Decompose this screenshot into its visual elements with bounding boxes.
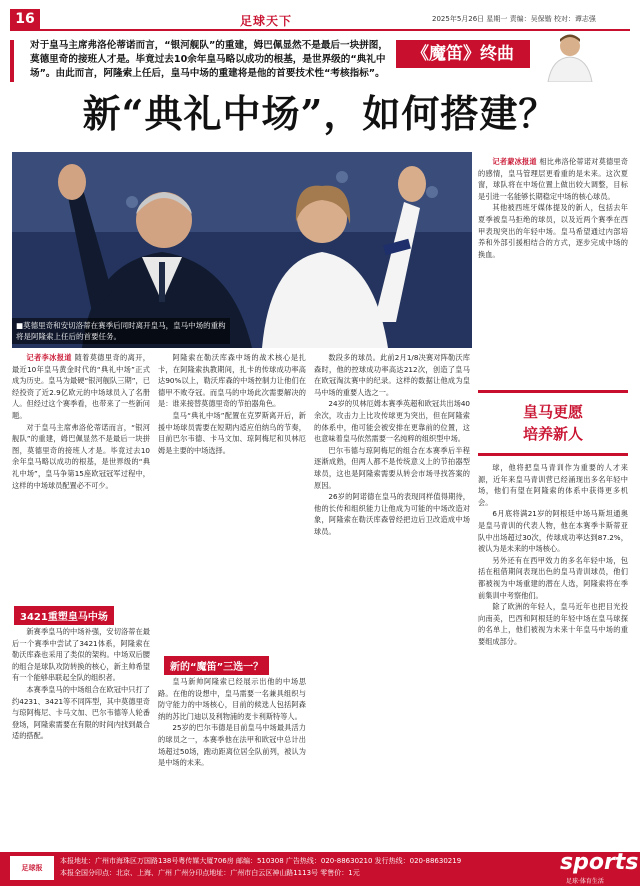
article-column-2	[158, 352, 306, 652]
paragraph: 皇马“典礼中场”配置在克罗斯离开后，新援中场球员需要在短期内适应伯纳乌的节奏，目前巴尔韦德、卡马文加、琼阿梅尼和贝林厄姆是主要的中场选择。	[158, 410, 306, 455]
paragraph: 另外还有在西甲效力的多名年轻中场，包括在租借期间表现出色的皇马青训球员，他们都被视为中场重建的潜在人选，阿隆索将在季前集训中考察他们。	[478, 555, 628, 600]
article-column-4	[478, 156, 628, 386]
pull-quote-line: 培养新人	[522, 425, 583, 443]
main-headline: 新“典礼中场”，如何搭建？	[82, 91, 558, 136]
article-column-3	[314, 352, 470, 848]
brand-tagline: 足球·体育生活	[566, 878, 604, 885]
paragraph: 球，他将把皇马青训作为重要的人才来源，近年来皇马青训营已经涌现出多名年轻中场，他们有望在阿隆索的体系中获得更多机会。	[478, 463, 628, 507]
paragraph: 新赛季皇马的中场补强，安切洛蒂在最后一个赛季中尝试了3421体系，阿隆索在勒沃库森也采用了类似的架构。中场双后腰的组合是球队攻防转换的核心，新主帅希望有一个能够串联起全队的组织者。	[12, 627, 150, 683]
section-title: 足球天下	[240, 14, 293, 28]
article-column-1b	[12, 626, 150, 848]
paragraph: 阿隆索在勒沃库森中场的战术核心是扎卡，在阿隆索执教期间，扎卡的传球成功率高达90%以上，勒沃库森的中场控制力让他们在德甲不败夺冠。而皇马的中场此次需要解决的是：谁来接替莫德里奇的节拍器角色。	[158, 353, 306, 409]
pull-quote-line: 皇马更愿	[522, 403, 583, 421]
paragraph: 25岁的巴尔韦德是目前皇马中场最具活力的球员之一，本赛季他在法甲和欧冠中总计出场超过50场，跑动距离位居全队前列，被认为是中场的未来。	[158, 723, 306, 768]
subheading-new-magic-flute: 新的“魔笛”三选一？	[164, 656, 269, 675]
byline: 记者李冰报道	[26, 353, 72, 362]
paragraph: 对于皇马主席弗洛伦蒂诺而言，“银河舰队”的重建，姆巴佩显然不是最后一块拼图，莫德里奇的接班人才是。毕竟过去10余年皇马略以成功的根基，是世界级的“典礼中场”，皇马争第15座欧冠冠军过程中，这样的中场球员配置必不可少。	[12, 422, 150, 490]
article-column-1	[12, 352, 150, 604]
footer-logo: 足球报	[10, 856, 54, 880]
dateline: 2025年5月26日 星期一 责编：吴保锴 校对：谭志强	[432, 15, 596, 23]
paragraph: 巴尔韦德与琼阿梅尼的组合在本赛季后半程逐渐成熟，但两人都不是传统意义上的节拍器型球员，这也是阿隆索需要从转会市场寻找答案的原因。	[314, 445, 470, 490]
paragraph: 除了欧洲的年轻人，皇马近年也把目光投向南美，巴西和阿根廷的年轻中场在皇马球探的名单上，他们被视为未来十年皇马中场的重要组成部分。	[478, 602, 628, 646]
paragraph: 数段多的球员。此前2月1/8决赛对阵勒沃库森时，他的控球成功率高达212次，创造了皇马在欧冠淘汰赛中的纪录。这样的数据让他成为皇马中场的重要人选之一。	[314, 353, 470, 397]
paragraph: 本赛季皇马的中场组合在欧冠中只打了约4231、3421等不同阵型，其中莫德里奇与琼阿梅尼、卡马文加、巴尔韦德等人轮番登场，阿隆索需要在有限的时间内找到最合适的搭配。	[12, 684, 150, 741]
banner-title: 《魔笛》终曲	[396, 40, 530, 68]
sports-brand-logo: sports	[560, 850, 639, 875]
paragraph: 随着莫德里奇的离开，最近10年皇马黄金时代的“典礼中场”正式成为历史。皇马为最硬“银河舰队三期”，已经投资了近2.9亿欧元的中场球员入了名册人。但经过这个赛季看，也带来了一些新问题。	[12, 353, 150, 420]
subheading-3421: 3421重塑皇马中场	[14, 606, 114, 625]
photo-caption: ■莫德里奇和安切洛蒂在赛季后同时离开皇马，皇马中场的重构将是阿隆索上任后的首要任务。	[12, 318, 230, 344]
lead-accent-bar	[10, 40, 14, 82]
byline: 记者蒙冰报道	[492, 157, 537, 166]
lead-paragraph: 对于皇马主席弗洛伦蒂诺而言，“银河舰队”的重建，姆巴佩显然不是最后一块拼图，莫德里奇的接班人才是。毕竟过去10余年皇马略以成功的根基，是世界级的“典礼中场”。由此而言，阿隆索上任后，皇马中场的重建将是他的首要技术性“考核指标”。	[30, 40, 388, 79]
paragraph: 6月底将满21岁的阿根廷中场马斯坦通奥是皇马青训的代表人物，他在本赛季卡斯蒂亚队中出场超过30次，传球成功率达到87.2%，被认为是未来的中场核心。	[478, 509, 628, 554]
paragraph: 24岁的贝林厄姆本赛季英超和欧冠共出场40余次，攻击力上比攻传球更为突出，但在阿隆索的体系中，他可能会被安排在更靠前的位置，这也意味着皇马依然需要一名纯粹的组织型中场。	[314, 399, 470, 444]
page-number: 16	[10, 9, 40, 29]
footer-print-sites: 本报全国分印点：北京、上海、广州 广州分印点地址：广州市白云区神山路1113号 零售价：1元	[60, 869, 360, 877]
paragraph: 皇马新帅阿隆索已经展示出他的中场思路。在他的设想中，皇马需要一名兼具组织与防守能力的中场核心，目前的候选人包括阿森纳的苏比门迪以及利物浦的麦卡利斯特等人。	[158, 677, 306, 721]
pull-quote-box	[478, 390, 628, 456]
paragraph: 相比弗洛伦蒂诺对莫德里奇的感情，皇马管理层更看重的是未来。这次夏窗，球队将在中场位置上做出较大调整，目标是引进一名能够长期稳定中场的核心球员。	[478, 157, 628, 201]
article-column-4b	[478, 462, 628, 848]
paragraph: 其他被西班牙媒体提及的新人，包括去年夏季被皇马拒绝的球员，以及近两个赛季在西甲表现突出的年轻中场。皇马希望通过内部培养和外部引援相结合的方式，逐步完成中场的换血。	[478, 203, 628, 259]
paragraph: 26岁的阿诺德在皇马的表现同样值得期待，他的长传和组织能力让他成为可能的中场改造对象，阿隆索在勒沃库森曾经把边后卫改造成中场球员。	[314, 492, 470, 536]
article-column-2b	[158, 676, 306, 848]
footer-address: 本报地址：广州市海珠区万国路138号粤传媒大厦706房 邮编：510308 广告热线：020-88630210 发行热线：020-88630219	[60, 857, 462, 865]
player-cutout-image	[530, 30, 610, 82]
